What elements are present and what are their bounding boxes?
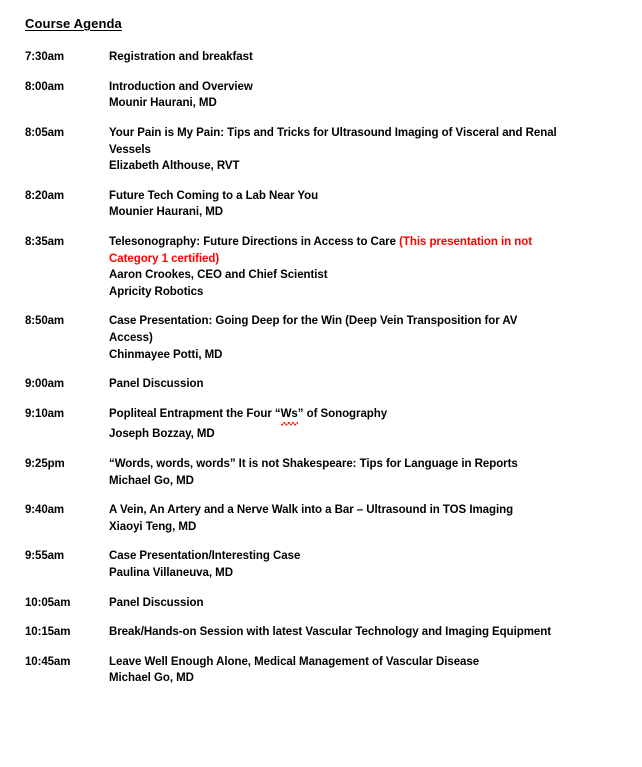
spellcheck-underline-word: Ws (281, 406, 298, 427)
agenda-row (0, 188, 642, 221)
agenda-row-title (109, 79, 559, 96)
agenda-row-time: 8:20am (25, 189, 65, 202)
agenda-title-text: Registration and breakfast (109, 51, 253, 64)
agenda-row-time: 9:55am (25, 550, 65, 563)
agenda-row-time: 9:10am (25, 407, 65, 420)
agenda-row-title (109, 502, 559, 519)
agenda-row-title (109, 125, 559, 158)
agenda-row (0, 313, 642, 363)
agenda-row-speaker: Paulina Villaneuva, MD (109, 566, 233, 579)
agenda-title-text: Case Presentation/Interesting Case (109, 550, 301, 563)
agenda-row-content (109, 654, 559, 687)
agenda-row-speaker: Xiaoyi Teng, MD (109, 520, 197, 533)
agenda-row (0, 548, 642, 581)
agenda-row-speaker: Mounir Haurani, MD (109, 97, 217, 110)
agenda-row (0, 456, 642, 489)
agenda-title-text: Telesonography: Future Directions in Access to Care (109, 236, 396, 248)
agenda-row-title (109, 654, 559, 671)
agenda-title-text: “Words, words, words” It is not Shakespeare: Tips for Language in Reports (109, 457, 518, 470)
agenda-row-title (109, 548, 559, 565)
agenda-row-time: 8:50am (25, 315, 65, 328)
agenda-row-speaker: Apricity Robotics (109, 285, 204, 298)
agenda-title-text: Your Pain is My Pain: Tips and Tricks for Ultrasound Imaging of Visceral and Renal Vessels (109, 127, 557, 156)
agenda-row-title (109, 313, 559, 346)
agenda-row-speaker: Aaron Crookes, CEO and Chief Scientist (109, 269, 328, 282)
agenda-title-text: A Vein, An Artery and a Nerve Walk into a Bar – Ultrasound in TOS Imaging (109, 504, 514, 517)
agenda-row (0, 406, 642, 443)
agenda-row-content (109, 125, 559, 175)
agenda-row-content (109, 49, 559, 66)
agenda-title-text: Introduction and Overview (109, 80, 253, 93)
agenda-title-text: Panel Discussion (109, 596, 204, 609)
agenda-title-text: Future Tech Coming to a Lab Near You (109, 189, 319, 202)
agenda-row-content (109, 234, 559, 300)
agenda-row-time: 9:00am (25, 378, 65, 391)
agenda-row-time: 7:30am (25, 51, 65, 64)
agenda-row-content (109, 406, 559, 443)
agenda-row-time: 8:05am (25, 127, 65, 140)
agenda-list (0, 49, 642, 687)
agenda-row-title (109, 188, 559, 205)
agenda-row-time: 8:35am (25, 236, 65, 248)
agenda-row-content (109, 624, 559, 641)
agenda-row-speaker: Mounier Haurani, MD (109, 206, 224, 219)
agenda-title-text: Panel Discussion (109, 378, 204, 391)
agenda-row (0, 234, 642, 300)
agenda-row-content (109, 502, 559, 535)
certification-disclaimer-note: (This presentation in not Category 1 certified) (109, 236, 533, 265)
agenda-row-title (109, 456, 559, 473)
agenda-row-content (109, 313, 559, 363)
agenda-row-speaker: Michael Go, MD (109, 474, 194, 487)
agenda-row-time: 10:15am (25, 626, 71, 639)
agenda-row (0, 595, 642, 612)
agenda-row-title (109, 595, 559, 612)
agenda-row (0, 376, 642, 393)
agenda-title-text: Leave Well Enough Alone, Medical Management of Vascular Disease (109, 655, 480, 668)
agenda-row-title (109, 234, 559, 267)
agenda-row (0, 125, 642, 175)
agenda-title-text-before: Popliteal Entrapment the Four “ (109, 407, 281, 420)
page-title: Course Agenda (25, 16, 122, 31)
agenda-row (0, 502, 642, 535)
agenda-row-title (109, 406, 559, 427)
agenda-row (0, 654, 642, 687)
agenda-row-content (109, 595, 559, 612)
agenda-row-time: 9:40am (25, 504, 65, 517)
agenda-row (0, 49, 642, 66)
agenda-title-text: Break/Hands-on Session with latest Vascular Technology and Imaging Equipment (109, 626, 552, 639)
agenda-row (0, 624, 642, 641)
agenda-row-title (109, 49, 559, 66)
agenda-row-content (109, 548, 559, 581)
agenda-row-title (109, 624, 559, 641)
agenda-row (0, 79, 642, 112)
agenda-row-content (109, 79, 559, 112)
agenda-row-title (109, 376, 559, 393)
agenda-row-speaker: Chinmayee Potti, MD (109, 348, 223, 361)
agenda-title-text: Case Presentation: Going Deep for the Win (Deep Vein Transposition for AV Access) (109, 315, 518, 344)
agenda-row-content (109, 456, 559, 489)
agenda-row-time: 9:25pm (25, 457, 65, 470)
agenda-row-time: 10:45am (25, 655, 71, 668)
agenda-row-content (109, 188, 559, 221)
agenda-row-speaker: Elizabeth Althouse, RVT (109, 160, 240, 173)
agenda-row-content (109, 376, 559, 393)
agenda-row-time: 8:00am (25, 80, 65, 93)
agenda-title-text-after: ” of Sonography (297, 407, 388, 420)
agenda-row-speaker: Michael Go, MD (109, 672, 194, 685)
agenda-row-time: 10:05am (25, 596, 71, 609)
agenda-row-speaker: Joseph Bozzay, MD (109, 428, 215, 441)
